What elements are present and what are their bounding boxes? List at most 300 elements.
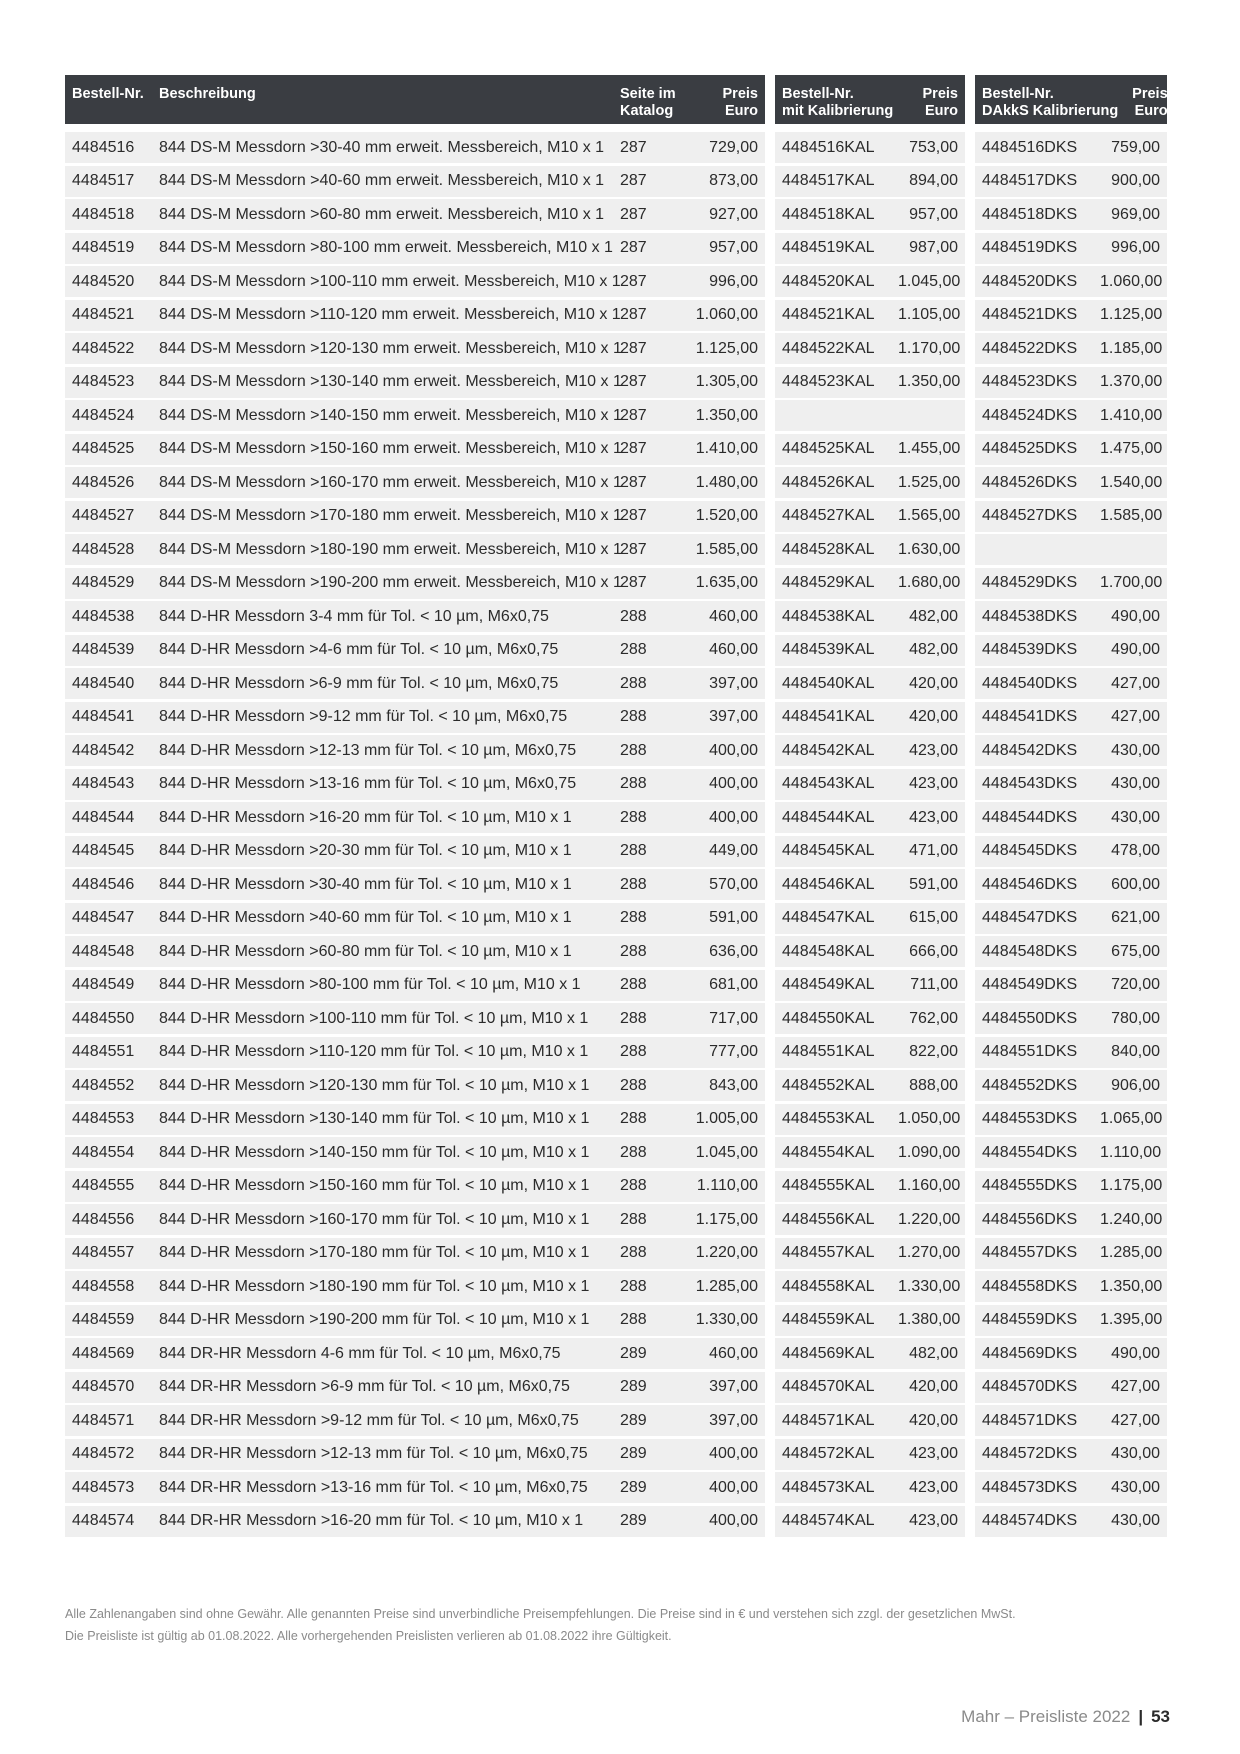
header-dks-line2: DAkkS Kalibrierung	[982, 103, 1119, 119]
catalog-page: 287	[620, 574, 647, 591]
dks-order-number: 4484551DKS	[982, 1043, 1078, 1060]
catalog-page: 287	[620, 473, 647, 491]
dks-order-number: 4484559DKS	[982, 1311, 1078, 1328]
calibration-row	[775, 1204, 965, 1235]
description: 844 D-HR Messdorn >13-16 mm für Tol. < 10 µm, M6x0,75	[159, 775, 577, 792]
dakks-row	[975, 501, 1167, 532]
price: 1.285,00	[695, 1277, 758, 1295]
catalog-page: 288	[620, 976, 647, 993]
table-row	[65, 266, 765, 297]
calibration-row	[775, 300, 965, 331]
kal-order-number: 4484557KAL	[782, 1244, 875, 1261]
dks-price: 1.185,00	[1100, 339, 1163, 357]
dakks-row	[975, 233, 1167, 264]
calibration-price-table	[775, 75, 965, 1537]
calibration-row	[775, 1305, 965, 1336]
kal-order-number: 4484572KAL	[782, 1445, 875, 1462]
catalog-page: 287	[620, 507, 647, 524]
description: 844 D-HR Messdorn >100-110 mm für Tol. < 10 µm, M10 x 1	[159, 1009, 589, 1027]
order-number: 4484528	[72, 540, 135, 558]
kal-price: 888,00	[909, 1076, 958, 1094]
page-number: 53	[1151, 1707, 1170, 1726]
catalog-page: 288	[620, 1277, 647, 1295]
kal-order-number: 4484541KAL	[782, 708, 875, 725]
table-row	[65, 1439, 765, 1470]
order-number: 4484516	[72, 138, 135, 156]
dks-price: 430,00	[1111, 775, 1160, 792]
price: 996,00	[709, 272, 758, 290]
table-row	[65, 1171, 765, 1202]
table-row	[65, 1506, 765, 1537]
catalog-page: 288	[620, 1076, 647, 1094]
catalog-page: 288	[620, 1210, 647, 1228]
order-number: 4484554	[72, 1143, 135, 1161]
dks-order-number: 4484558DKS	[982, 1277, 1078, 1295]
dks-price: 996,00	[1111, 239, 1160, 256]
kal-price: 666,00	[909, 942, 958, 960]
catalog-page: 288	[620, 674, 647, 692]
catalog-page: 289	[620, 1344, 647, 1362]
dks-order-number: 4484553DKS	[982, 1110, 1078, 1127]
dks-order-number: 4484549DKS	[982, 976, 1078, 993]
dakks-row	[975, 1405, 1167, 1436]
dks-order-number: 4484542DKS	[982, 741, 1078, 759]
main-price-table	[65, 75, 765, 1537]
catalog-page: 288	[620, 1177, 647, 1194]
dakks-row	[975, 869, 1167, 900]
order-number: 4484529	[72, 574, 135, 591]
dakks-row	[975, 802, 1167, 833]
table-row	[65, 635, 765, 666]
catalog-page: 288	[620, 1043, 647, 1060]
catalog-page: 288	[620, 842, 647, 859]
description: 844 D-HR Messdorn >180-190 mm für Tol. < 10 µm, M10 x 1	[159, 1277, 590, 1295]
order-number: 4484520	[72, 272, 135, 290]
dakks-row	[975, 601, 1167, 632]
table-row	[65, 936, 765, 967]
dks-order-number: 4484550DKS	[982, 1009, 1078, 1027]
catalog-page: 288	[620, 775, 647, 792]
dakks-row	[975, 1439, 1167, 1470]
dks-price: 430,00	[1111, 1445, 1160, 1462]
description: 844 D-HR Messdorn >12-13 mm für Tol. < 10 µm, M6x0,75	[159, 741, 577, 759]
kal-price: 615,00	[909, 909, 958, 926]
price: 1.110,00	[696, 1177, 758, 1194]
calibration-table-body	[775, 124, 965, 1537]
catalog-page: 288	[620, 909, 647, 926]
catalog-page: 288	[620, 808, 647, 826]
dks-price: 840,00	[1111, 1043, 1160, 1060]
header-kal-order-no	[775, 86, 900, 124]
table-row	[65, 601, 765, 632]
order-number: 4484522	[72, 339, 135, 357]
order-number: 4484549	[72, 976, 135, 993]
catalog-page: 289	[620, 1378, 647, 1395]
kal-price: 471,00	[909, 842, 958, 859]
calibration-row	[775, 199, 965, 230]
table-row	[65, 1238, 765, 1269]
header-kal-price	[900, 86, 965, 124]
dks-order-number: 4484547DKS	[982, 909, 1078, 926]
dakks-row	[975, 568, 1167, 599]
order-number: 4484548	[72, 942, 135, 960]
order-number: 4484525	[72, 440, 135, 457]
order-number: 4484527	[72, 507, 135, 524]
table-row	[65, 668, 765, 699]
price: 570,00	[709, 875, 758, 893]
kal-order-number: 4484559KAL	[782, 1311, 875, 1328]
dakks-row	[975, 367, 1167, 398]
table-row	[65, 1104, 765, 1135]
kal-order-number: 4484554KAL	[782, 1143, 875, 1161]
price: 1.045,00	[695, 1143, 758, 1161]
kal-order-number: 4484538KAL	[782, 607, 875, 625]
kal-order-number: 4484521KAL	[782, 306, 875, 323]
table-row	[65, 333, 765, 364]
header-kal-price-line1: Preis	[922, 86, 958, 102]
catalog-page: 287	[620, 373, 647, 390]
kal-price: 482,00	[909, 1344, 958, 1362]
calibration-row	[775, 836, 965, 867]
kal-order-number: 4484549KAL	[782, 976, 875, 993]
table-row	[65, 970, 765, 1001]
catalog-page: 288	[620, 875, 647, 893]
price: 957,00	[709, 239, 758, 256]
catalog-page: 288	[620, 607, 647, 625]
kal-order-number: 4484528KAL	[782, 540, 875, 558]
description: 844 DS-M Messdorn >40-60 mm erweit. Messbereich, M10 x 1	[159, 172, 605, 189]
dks-price: 490,00	[1111, 607, 1160, 625]
order-number: 4484517	[72, 172, 135, 189]
order-number: 4484545	[72, 842, 135, 859]
dks-order-number: 4484541DKS	[982, 708, 1078, 725]
table-row	[65, 1271, 765, 1302]
price: 1.220,00	[695, 1244, 758, 1261]
order-number: 4484571	[72, 1411, 135, 1429]
kal-price: 1.525,00	[898, 473, 961, 491]
calibration-row	[775, 936, 965, 967]
table-row	[65, 534, 765, 565]
order-number: 4484556	[72, 1210, 135, 1228]
order-number: 4484573	[72, 1478, 135, 1496]
calibration-row	[775, 769, 965, 800]
dakks-row	[975, 1305, 1167, 1336]
kal-price: 1.045,00	[898, 272, 961, 290]
dks-price: 1.700,00	[1100, 574, 1163, 591]
dakks-row	[975, 1003, 1167, 1034]
dakks-row	[975, 1037, 1167, 1068]
kal-price: 420,00	[909, 1411, 958, 1429]
description: 844 D-HR Messdorn >80-100 mm für Tol. < 10 µm, M10 x 1	[159, 976, 581, 993]
dks-price: 490,00	[1111, 641, 1160, 658]
description: 844 DR-HR Messdorn >6-9 mm für Tol. < 10 µm, M6x0,75	[159, 1378, 570, 1395]
kal-order-number: 4484525KAL	[782, 440, 875, 457]
calibration-row	[775, 970, 965, 1001]
dakks-row	[975, 400, 1167, 431]
calibration-row	[775, 1104, 965, 1135]
table-row	[65, 233, 765, 264]
price: 1.585,00	[695, 540, 758, 558]
calibration-row	[775, 635, 965, 666]
page-footer	[961, 1707, 1170, 1727]
disclaimer-line-1: Alle Zahlenangaben sind ohne Gewähr. Alle genannten Preise sind unverbindliche Preisempfehlungen. Die Preise sind in € und verstehen sich zzgl. der gesetzlichen MwSt.	[65, 1607, 1016, 1621]
price: 1.635,00	[695, 574, 758, 591]
table-row	[65, 568, 765, 599]
calibration-row	[775, 534, 965, 565]
main-table-header	[65, 75, 765, 124]
dakks-row	[975, 132, 1167, 163]
price: 1.480,00	[695, 473, 758, 491]
kal-price: 1.630,00	[898, 540, 961, 558]
description: 844 DR-HR Messdorn >12-13 mm für Tol. < 10 µm, M6x0,75	[159, 1445, 588, 1462]
dakks-row	[975, 836, 1167, 867]
dakks-row	[975, 266, 1167, 297]
kal-price: 423,00	[909, 741, 958, 759]
dakks-table-body	[975, 124, 1167, 1537]
kal-order-number: 4484569KAL	[782, 1344, 875, 1362]
order-number: 4484550	[72, 1009, 135, 1027]
description: 844 DR-HR Messdorn >9-12 mm für Tol. < 10 µm, M6x0,75	[159, 1411, 579, 1429]
order-number: 4484539	[72, 641, 135, 658]
description: 844 D-HR Messdorn >30-40 mm für Tol. < 10 µm, M10 x 1	[159, 875, 572, 893]
dks-order-number: 4484540DKS	[982, 674, 1078, 692]
description: 844 D-HR Messdorn >110-120 mm für Tol. < 10 µm, M10 x 1	[159, 1043, 589, 1060]
dks-price: 621,00	[1111, 909, 1160, 926]
dks-price: 430,00	[1111, 808, 1160, 826]
kal-price: 957,00	[909, 205, 958, 223]
price: 717,00	[709, 1009, 758, 1027]
dks-order-number: 4484555DKS	[982, 1177, 1078, 1194]
order-number: 4484538	[72, 607, 135, 625]
order-number: 4484523	[72, 373, 135, 390]
dks-price: 600,00	[1111, 875, 1160, 893]
kal-price: 482,00	[909, 641, 958, 658]
dks-order-number: 4484570DKS	[982, 1378, 1078, 1395]
calibration-row	[775, 233, 965, 264]
dks-price: 1.395,00	[1100, 1311, 1163, 1328]
dks-price: 1.110,00	[1100, 1143, 1162, 1161]
order-number: 4484574	[72, 1512, 135, 1529]
description: 844 D-HR Messdorn >40-60 mm für Tol. < 10 µm, M10 x 1	[159, 909, 572, 926]
kal-order-number: 4484527KAL	[782, 507, 875, 524]
dakks-row	[975, 467, 1167, 498]
order-number: 4484544	[72, 808, 135, 826]
calibration-row	[775, 1372, 965, 1403]
calibration-row	[775, 1137, 965, 1168]
price: 460,00	[709, 607, 758, 625]
dks-order-number: 4484521DKS	[982, 306, 1078, 323]
header-dks-price-line2: Euro	[1134, 103, 1168, 119]
kal-price: 1.170,00	[898, 339, 961, 357]
kal-order-number: 4484550KAL	[782, 1009, 875, 1027]
catalog-page: 288	[620, 942, 647, 960]
calibration-row	[775, 1271, 965, 1302]
table-row	[65, 1070, 765, 1101]
dks-price: 780,00	[1111, 1009, 1160, 1027]
order-number: 4484540	[72, 674, 135, 692]
dks-order-number: 4484557DKS	[982, 1244, 1078, 1261]
calibration-row	[775, 467, 965, 498]
kal-price: 753,00	[909, 138, 958, 156]
kal-order-number: 4484556KAL	[782, 1210, 875, 1228]
catalog-page: 288	[620, 641, 647, 658]
kal-price: 711,00	[910, 976, 958, 993]
dks-order-number: 4484554DKS	[982, 1143, 1078, 1161]
dks-price: 1.125,00	[1100, 306, 1163, 323]
price: 1.330,00	[695, 1311, 758, 1328]
dks-order-number: 4484526DKS	[982, 473, 1078, 491]
dakks-row	[975, 199, 1167, 230]
dakks-row	[975, 1104, 1167, 1135]
kal-price: 987,00	[909, 239, 958, 256]
kal-price: 1.050,00	[898, 1110, 961, 1127]
table-row	[65, 1003, 765, 1034]
kal-price: 591,00	[909, 875, 958, 893]
table-row	[65, 1405, 765, 1436]
dks-order-number: 4484517DKS	[982, 172, 1078, 189]
price: 1.175,00	[695, 1210, 758, 1228]
price: 460,00	[709, 1344, 758, 1362]
dks-order-number: 4484546DKS	[982, 875, 1078, 893]
dakks-row	[975, 1472, 1167, 1503]
dks-price: 430,00	[1111, 741, 1160, 759]
dakks-row	[975, 903, 1167, 934]
description: 844 DS-M Messdorn >180-190 mm erweit. Messbereich, M10 x 1	[159, 540, 622, 558]
dks-price: 969,00	[1111, 205, 1160, 223]
dks-price: 490,00	[1111, 1344, 1160, 1362]
dks-price: 1.410,00	[1100, 406, 1163, 424]
calibration-row	[775, 333, 965, 364]
dks-price: 427,00	[1111, 1378, 1160, 1395]
catalog-page: 287	[620, 339, 647, 357]
kal-order-number: 4484545KAL	[782, 842, 875, 859]
catalog-page: 289	[620, 1512, 647, 1529]
kal-order-number: 4484540KAL	[782, 674, 875, 692]
calibration-row	[775, 501, 965, 532]
kal-price: 1.565,00	[898, 507, 961, 524]
calibration-row	[775, 1338, 965, 1369]
order-number: 4484519	[72, 239, 135, 256]
description: 844 D-HR Messdorn >150-160 mm für Tol. < 10 µm, M10 x 1	[159, 1177, 590, 1194]
catalog-page: 287	[620, 440, 647, 457]
catalog-page: 289	[620, 1478, 647, 1496]
kal-order-number: 4484523KAL	[782, 373, 875, 390]
dks-order-number: 4484544DKS	[982, 808, 1078, 826]
kal-price: 1.160,00	[898, 1177, 961, 1194]
table-row	[65, 1137, 765, 1168]
table-row	[65, 1037, 765, 1068]
dks-price: 1.585,00	[1100, 507, 1163, 524]
dks-order-number: 4484569DKS	[982, 1344, 1078, 1362]
table-row	[65, 903, 765, 934]
calibration-row	[775, 1506, 965, 1537]
dakks-row	[975, 970, 1167, 1001]
price: 843,00	[709, 1076, 758, 1094]
calibration-row	[775, 601, 965, 632]
kal-price: 822,00	[909, 1043, 958, 1060]
description: 844 DS-M Messdorn >60-80 mm erweit. Messbereich, M10 x 1	[159, 205, 605, 223]
dakks-row	[975, 936, 1167, 967]
calibration-row	[775, 1003, 965, 1034]
dakks-row	[975, 668, 1167, 699]
header-kal-line1: Bestell-Nr.	[782, 86, 854, 102]
kal-price: 420,00	[909, 674, 958, 692]
header-dks-price-line1: Preis	[1132, 86, 1168, 102]
table-row	[65, 836, 765, 867]
price: 400,00	[709, 808, 758, 826]
description: 844 D-HR Messdorn >4-6 mm für Tol. < 10 µm, M6x0,75	[159, 641, 559, 658]
price: 591,00	[709, 909, 758, 926]
kal-order-number: 4484543KAL	[782, 775, 875, 792]
kal-price: 1.380,00	[898, 1311, 961, 1328]
kal-price: 1.270,00	[898, 1244, 961, 1261]
dks-price: 1.060,00	[1100, 272, 1163, 290]
dks-order-number: 4484573DKS	[982, 1478, 1078, 1496]
description: 844 D-HR Messdorn >6-9 mm für Tol. < 10 µm, M6x0,75	[159, 674, 559, 692]
price: 400,00	[709, 1512, 758, 1529]
dks-price: 430,00	[1111, 1478, 1160, 1496]
description: 844 DS-M Messdorn >170-180 mm erweit. Messbereich, M10 x 1	[159, 507, 622, 524]
order-number: 4484543	[72, 775, 135, 792]
kal-order-number: 4484558KAL	[782, 1277, 875, 1295]
table-row	[65, 199, 765, 230]
kal-order-number: 4484529KAL	[782, 574, 875, 591]
dks-order-number: 4484572DKS	[982, 1445, 1078, 1462]
calibration-row	[775, 702, 965, 733]
kal-order-number: 4484517KAL	[782, 172, 875, 189]
catalog-page: 288	[620, 1110, 647, 1127]
order-number: 4484570	[72, 1378, 135, 1395]
calibration-row	[775, 869, 965, 900]
header-kal-price-line2: Euro	[924, 103, 958, 119]
catalog-page: 287	[620, 406, 647, 424]
calibration-row	[775, 735, 965, 766]
description: 844 D-HR Messdorn 3-4 mm für Tol. < 10 µm, M6x0,75	[159, 607, 549, 625]
header-catalog-page	[613, 86, 685, 124]
dks-order-number: 4484529DKS	[982, 574, 1078, 591]
price: 1.005,00	[695, 1110, 758, 1127]
calibration-row	[775, 400, 965, 431]
calibration-row	[775, 568, 965, 599]
calibration-row	[775, 1405, 965, 1436]
description: 844 D-HR Messdorn >20-30 mm für Tol. < 10 µm, M10 x 1	[159, 842, 572, 859]
order-number: 4484553	[72, 1110, 135, 1127]
price: 777,00	[709, 1043, 758, 1060]
header-description: Beschreibung	[159, 86, 256, 102]
main-table-body	[65, 124, 765, 1537]
kal-order-number: 4484522KAL	[782, 339, 875, 357]
price: 927,00	[709, 205, 758, 223]
catalog-page: 289	[620, 1445, 647, 1462]
catalog-page: 287	[620, 205, 647, 223]
header-catalog-page-line2: Katalog	[620, 103, 674, 119]
price: 873,00	[709, 172, 758, 189]
kal-price: 762,00	[909, 1009, 958, 1027]
order-number: 4484541	[72, 708, 135, 725]
kal-price: 423,00	[909, 808, 958, 826]
kal-order-number: 4484571KAL	[782, 1411, 875, 1429]
kal-price: 1.680,00	[898, 574, 961, 591]
kal-price: 1.455,00	[898, 440, 961, 457]
order-number: 4484546	[72, 875, 135, 893]
table-row	[65, 166, 765, 197]
kal-order-number: 4484520KAL	[782, 272, 875, 290]
description: 844 D-HR Messdorn >140-150 mm für Tol. < 10 µm, M10 x 1	[159, 1143, 590, 1161]
calibration-row	[775, 132, 965, 163]
kal-order-number: 4484516KAL	[782, 138, 875, 156]
table-row	[65, 702, 765, 733]
calibration-row	[775, 266, 965, 297]
